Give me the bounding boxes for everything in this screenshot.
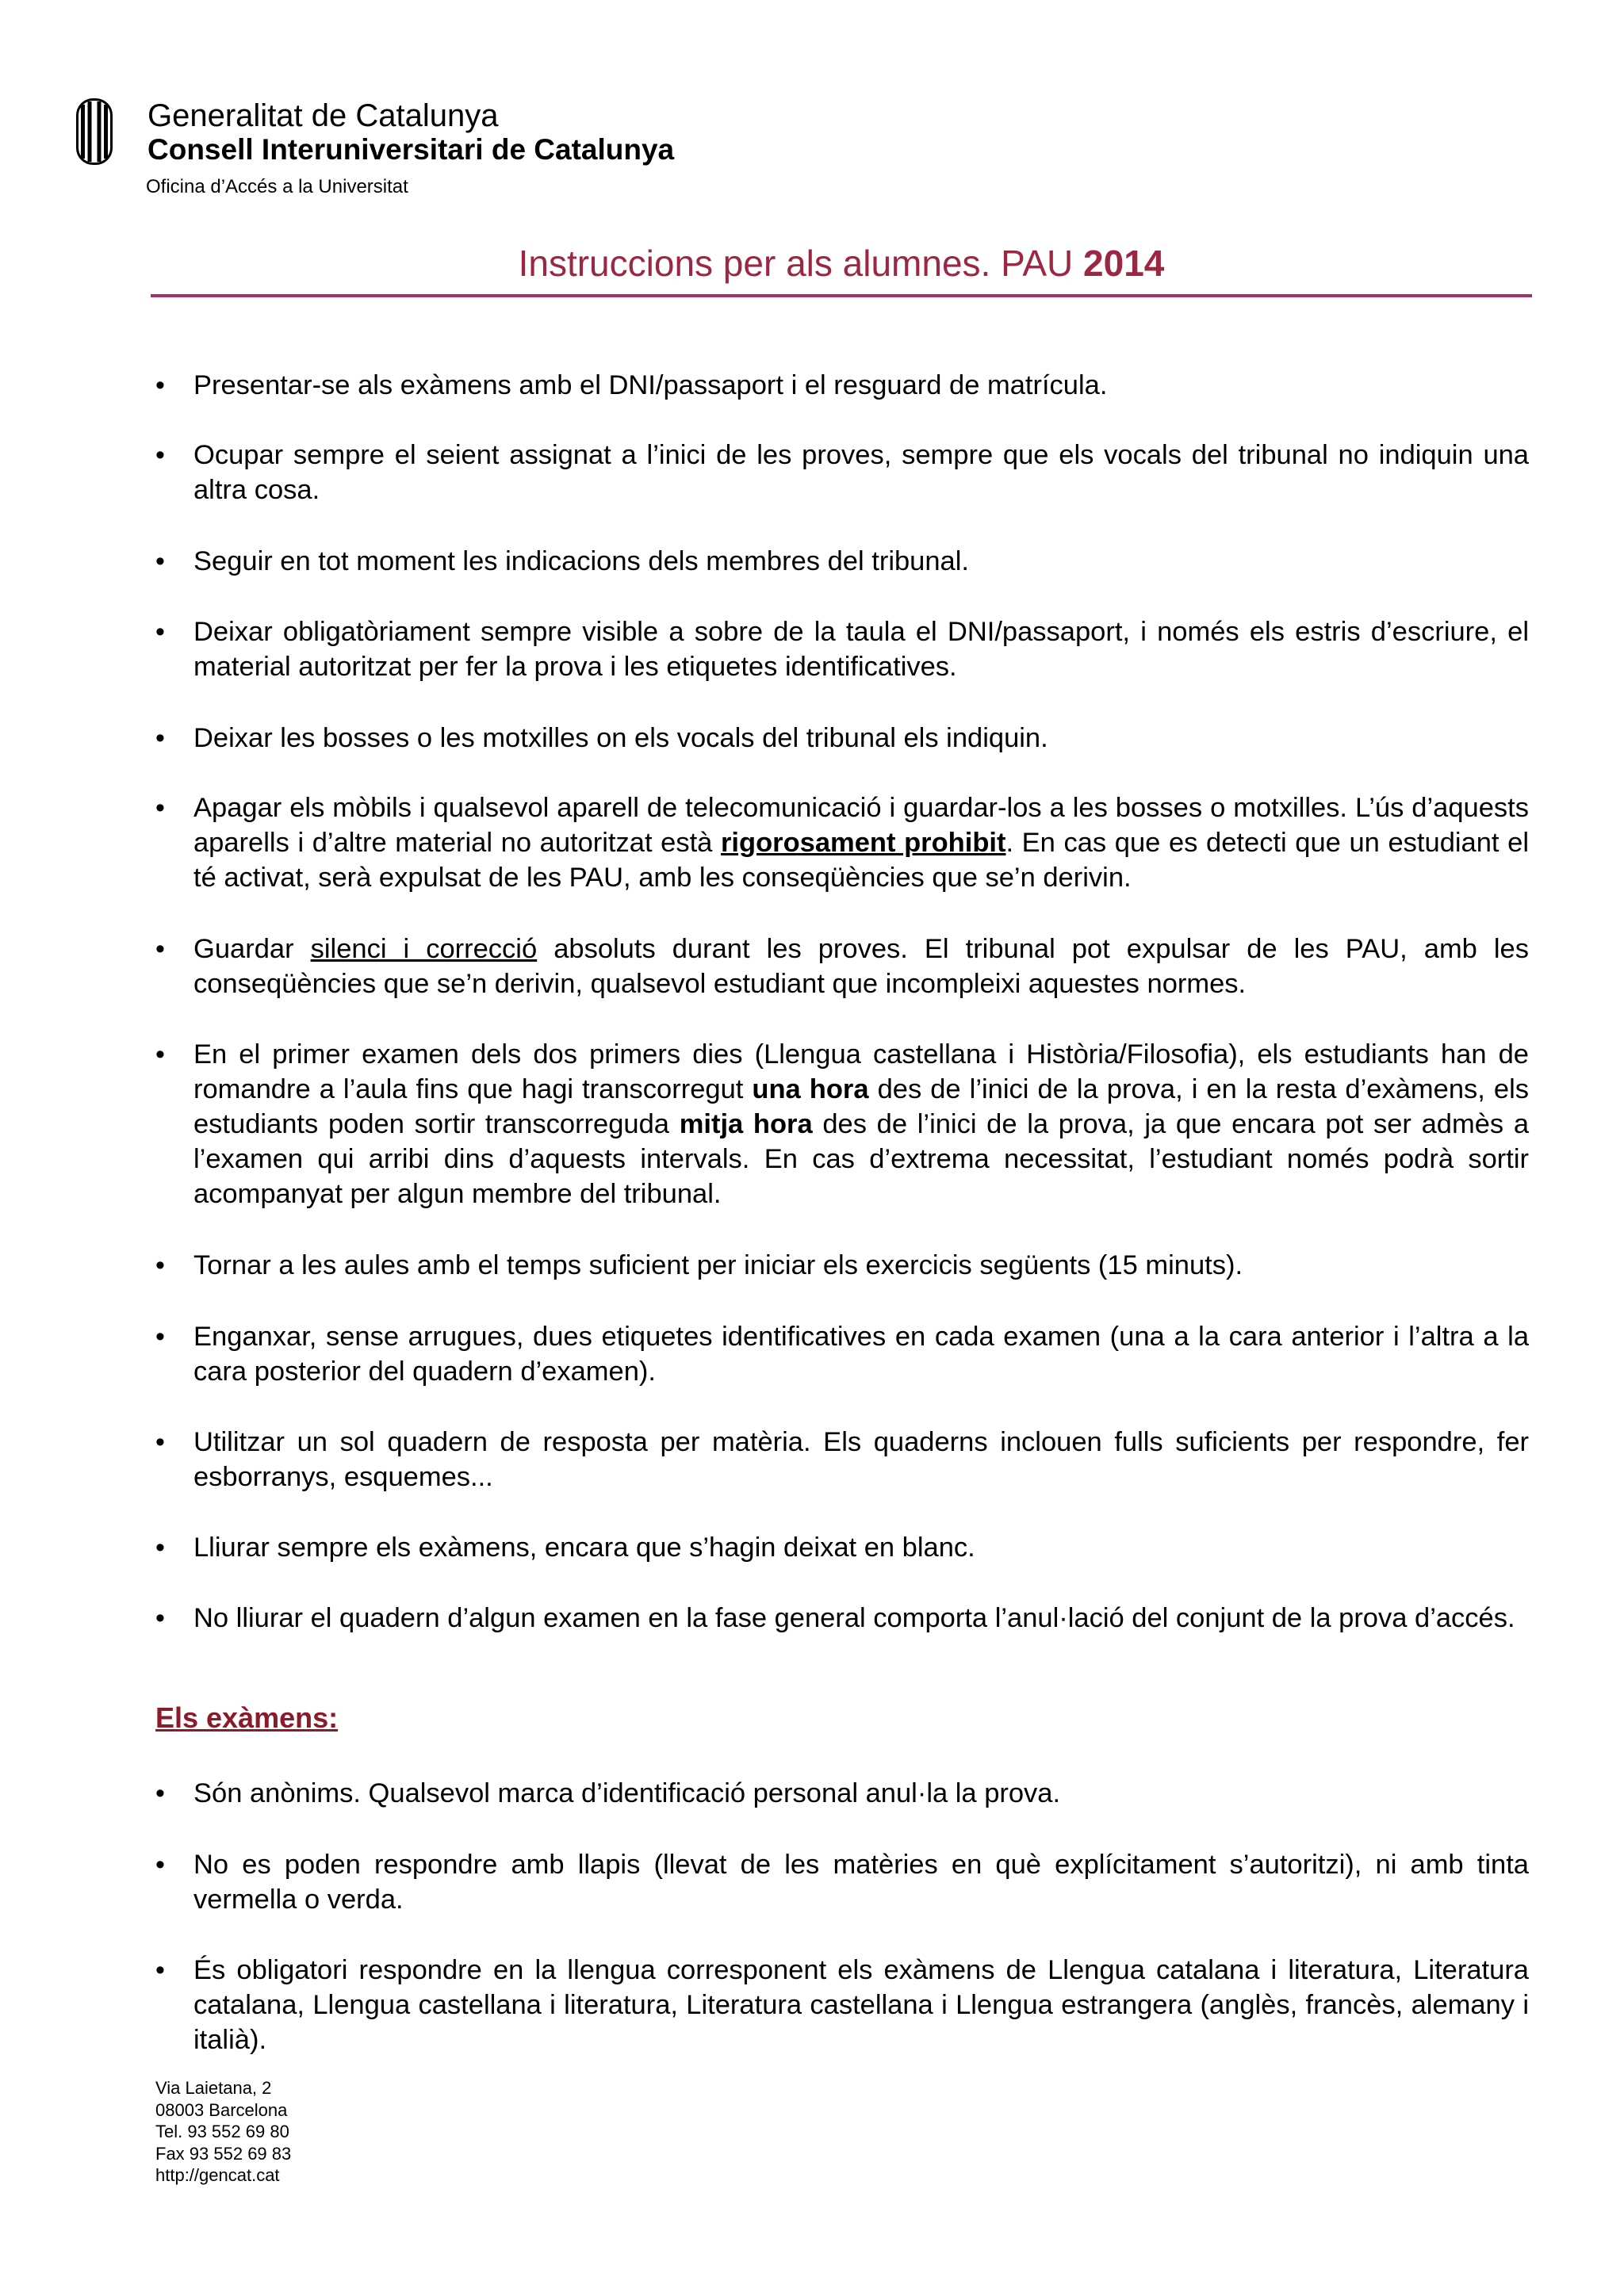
generalitat-logo-icon xyxy=(76,98,113,165)
list-item: • Tornar a les aules amb el temps suficient per iniciar els exercicis següents (15 minuts). xyxy=(151,1248,1529,1283)
org-council: Consell Interuniversitari de Catalunya xyxy=(147,133,675,166)
footer-contact xyxy=(155,2077,291,2187)
footer-address: Via Laietana, 2 xyxy=(155,2078,272,2098)
page-title: Instruccions per als alumnes. PAU 2014 xyxy=(518,243,1165,284)
list-item: • Deixar obligatòriament sempre visible a sobre de la taula el DNI/passaport, i només els estris d’escriure, el material autoritzat per fer la prova i les etiquetes identificatives. xyxy=(151,614,1529,684)
emphasis-silence: silenci i correcció xyxy=(310,934,538,964)
instructions-list xyxy=(151,1425,1529,1494)
instructions-list xyxy=(151,790,1529,895)
list-item: • Enganxar, sense arrugues, dues etiquetes identificatives en cada examen (una a la cara anterior i l’altra a la cara posterior del quadern d’examen). xyxy=(151,1319,1529,1389)
list-item: • Presentar-se als exàmens amb el DNI/passaport i el resguard de matrícula. xyxy=(151,368,1529,403)
emphasis-half-hour: mitja hora xyxy=(679,1109,813,1139)
list-item: • Seguir en tot moment les indicacions dels membres del tribunal. xyxy=(151,544,1529,579)
list-item: • Guardar silenci i correcció absoluts durant les proves. El tribunal pot expulsar de les PAU, amb les conseqüències que se’n derivin, qualsevol estudiant que incompleixi aquestes normes. xyxy=(151,932,1529,1001)
list-item: • Apagar els mòbils i qualsevol aparell de telecomunicació i guardar-los a les bosses o motxilles. L’ús d’aquests aparells i d’altre material no autoritzat està rigorosament prohibit. En cas que es detecti que un estudiant el té activat, serà expulsat de les PAU, amb les conseqüències que se’n derivin. xyxy=(151,790,1529,895)
instructions-list xyxy=(151,1319,1529,1389)
instructions-list xyxy=(151,932,1529,1001)
footer-website: http://gencat.cat xyxy=(155,2165,280,2185)
list-item: • No lliurar el quadern d’algun examen en la fase general comporta l’anul·lació del conjunt de la prova d’accés. xyxy=(151,1601,1529,1636)
exams-heading: Els exàmens: xyxy=(155,1701,339,1734)
emphasis-one-hour: una hora xyxy=(752,1074,869,1104)
list-item: • En el primer examen dels dos primers dies (Llengua castellana i Història/Filosofia), els estudiants han de romandre a l’aula fins que hagi transcorregut una hora des de l’inici de la prova, i en la resta d’exàmens, els estudiants poden sortir transcorreguda mitja hora des de l’inici de la prova, ja que encara pot ser admès a l’examen qui arribi dins d’aquests intervals. En cas d’extrema necessitat, l’estudiant només podrà sortir acompanyat per algun membre del tribunal. xyxy=(151,1037,1529,1211)
instructions-list xyxy=(151,1248,1529,1283)
instructions-list xyxy=(151,368,1529,403)
footer-city: 08003 Barcelona xyxy=(155,2099,288,2120)
exams-list xyxy=(151,1953,1529,2057)
exams-list xyxy=(151,1776,1529,1811)
exams-list xyxy=(151,1847,1529,1917)
list-item: • És obligatori respondre en la llengua corresponent els exàmens de Llengua catalana i literatura, Literatura catalana, Llengua castellana i literatura, Literatura castellana i Llengua estrangera (anglès, francès, alemany i italià). xyxy=(151,1953,1529,2057)
list-item: • Ocupar sempre el seient assignat a l’inici de les proves, sempre que els vocals del tribunal no indiquin una altra cosa. xyxy=(151,438,1529,507)
list-item: • Són anònims. Qualsevol marca d’identificació personal anul·la la prova. xyxy=(151,1776,1529,1811)
list-item: • No es poden respondre amb llapis (llevat de les matèries en què explícitament s’autoritzi), ni amb tinta vermella o verda. xyxy=(151,1847,1529,1917)
instructions-list xyxy=(151,614,1529,684)
instructions-list xyxy=(151,1530,1529,1565)
instructions-list xyxy=(151,1037,1529,1211)
list-item: • Lliurar sempre els exàmens, encara que s’hagin deixat en blanc. xyxy=(151,1530,1529,1565)
org-office: Oficina d’Accés a la Universitat xyxy=(146,176,408,197)
emphasis-prohibited: rigorosament prohibit xyxy=(721,828,1006,858)
instructions-list xyxy=(151,544,1529,579)
list-item: • Utilitzar un sol quadern de resposta per matèria. Els quaderns inclouen fulls suficients per respondre, fer esborranys, esquemes... xyxy=(151,1425,1529,1494)
instructions-list xyxy=(151,1601,1529,1636)
footer-fax: Fax 93 552 69 83 xyxy=(155,2143,292,2164)
title-divider xyxy=(151,294,1532,297)
org-name: Generalitat de Catalunya xyxy=(147,98,499,133)
instructions-list xyxy=(151,721,1529,756)
instructions-list xyxy=(151,438,1529,507)
list-item: • Deixar les bosses o les motxilles on els vocals del tribunal els indiquin. xyxy=(151,721,1529,756)
footer-phone: Tel. 93 552 69 80 xyxy=(155,2122,289,2141)
